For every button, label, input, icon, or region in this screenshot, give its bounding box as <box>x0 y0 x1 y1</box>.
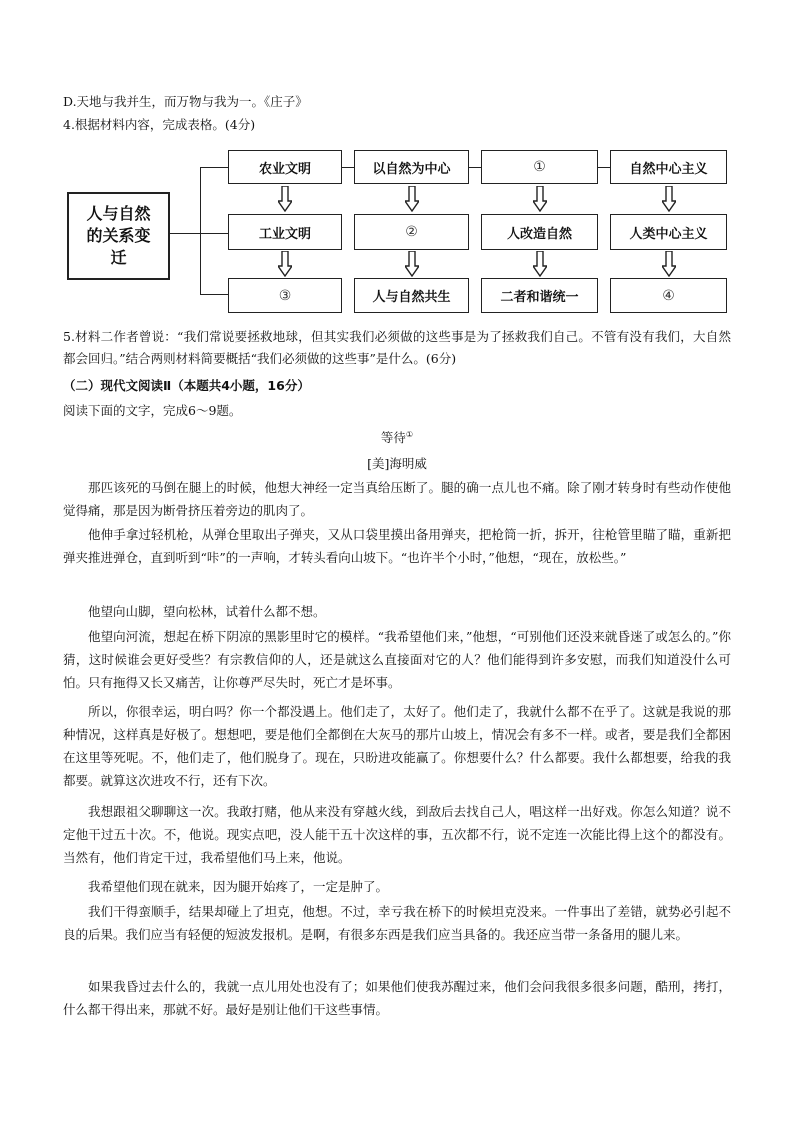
section-title: （二）现代文阅读Ⅱ（本题共4小题，16分） <box>63 378 310 393</box>
cell-r3c2: 人与自然共生 <box>354 278 469 313</box>
connector-row2 <box>200 233 228 234</box>
story-paragraph: 我希望他们现在就来，因为腿开始疼了，一定是肿了。 <box>88 879 389 894</box>
question-4: 4.根据材料内容，完成表格。(4分) <box>63 117 256 132</box>
question-5: 5.材料二作者曾说：“我们常说要拯救地球，但其实我们必须做的这些事是为了拯救我们自己。不管有没有我们，大自然都会回归。”结合两则材料简要概括“我们必须做的这些事”是什么。(6分) <box>63 329 731 366</box>
story-paragraph: 所以，你很幸运，明白吗？你一个都没遇上。他们走了，太好了。他们走了，我就什么都不在乎了。这就是我说的那种情况，这样真是好极了。想想吧，要是他们全都倒在大灰马的那片山坡上，情况会有多不一样。或者，要是我们全都困在这里等死呢。不，他们走了，他们脱身了。现在，只盼进攻能赢了。你想要什么？什么都要。我什么都想要，给我的我都要。就算这次进攻不行，还有下次。 <box>63 704 731 788</box>
diagram-root-box <box>67 192 170 280</box>
down-arrow-icon <box>405 251 419 277</box>
cell-r3c1-blank3: ③ <box>228 278 342 313</box>
connector-root <box>170 233 200 234</box>
connector-row1 <box>200 167 228 168</box>
cell-r2c3: 人改造自然 <box>481 214 598 250</box>
link-r1b <box>469 167 481 168</box>
cell-r1c4: 自然中心主义 <box>610 150 727 184</box>
cell-r2c1: 工业文明 <box>228 214 342 250</box>
link-r1a <box>342 167 354 168</box>
cell-r2c2-blank2: ② <box>354 214 469 250</box>
down-arrow-icon <box>533 186 547 212</box>
connector-row3 <box>200 294 228 295</box>
option-d: D.天地与我并生，而万物与我为一。《庄子》 <box>63 94 308 109</box>
diagram-root-label: 人与自然的关系变迁 <box>86 204 151 267</box>
story-paragraph: 我们干得蛮顺手，结果却碰上了坦克，他想。不过，幸亏我在桥下的时候坦克没来。一件事出了差错，就势必引起不良的后果。我们应当有轻便的短波发报机。是啊，有很多东西是我们应当具备的。我还应当带一条备用的腿儿来。 <box>63 904 731 942</box>
story-paragraph: 那匹该死的马倒在腿上的时候，他想大神经一定当真给压断了。腿的确一点儿也不痛。除了刚才转身时有些动作使他觉得痛，那是因为断骨挤压着旁边的肌肉了。 <box>63 480 731 518</box>
cell-r2c4: 人类中心主义 <box>610 214 727 250</box>
down-arrow-icon <box>278 251 292 277</box>
story-paragraph: 他望向山脚，望向松林，试着什么都不想。 <box>88 604 326 619</box>
story-paragraph: 我想跟祖父聊聊这一次。我敢打赌，他从来没有穿越火线，到敌后去找自己人，唱这样一出好戏。你怎么知道？说不定他干过五十次。不，他说。现实点吧，没人能干五十次这样的事，五次都不行，说不定连一次能比得上这个的都没有。当然有，他们肯定干过，我希望他们马上来，他说。 <box>63 804 731 865</box>
story-paragraph: 如果我昏过去什么的，我就一点儿用处也没有了；如果他们使我苏醒过来，他们会问我很多很多问题，酷刑，拷打，什么都干得出来，那就不好。最好是别让他们干这些事情。 <box>63 979 731 1017</box>
link-r1c <box>598 167 610 168</box>
down-arrow-icon <box>662 251 676 277</box>
down-arrow-icon <box>533 251 547 277</box>
connector-vertical <box>200 167 201 294</box>
relationship-diagram <box>63 148 733 316</box>
story-title: 等待 <box>380 430 406 445</box>
cell-r3c4-blank4: ④ <box>610 278 727 313</box>
cell-r1c1: 农业文明 <box>228 150 342 184</box>
cell-r1c3-blank1: ① <box>481 150 598 184</box>
section-instruction: 阅读下面的文字，完成6～9题。 <box>63 403 242 418</box>
cell-r1c2: 以自然为中心 <box>354 150 469 184</box>
story-author: [美]海明威 <box>367 456 427 471</box>
down-arrow-icon <box>662 186 676 212</box>
story-title-line <box>0 428 794 446</box>
down-arrow-icon <box>405 186 419 212</box>
cell-r3c3: 二者和谐统一 <box>481 278 598 313</box>
footnote-mark: ① <box>405 429 414 439</box>
story-paragraph: 他伸手拿过轻机枪，从弹仓里取出子弹夹，又从口袋里摸出备用弹夹，把枪筒一折，拆开，往枪管里瞄了瞄，重新把弹夹推进弹仓，直到听到“咔”的一声响，才转头看向山坡下。“也许半个小时，”他想，“现在，放松些。” <box>63 527 731 565</box>
story-paragraph: 他望向河流，想起在桥下阴凉的黑影里时它的模样。“我希望他们来，”他想，“可别他们还没来就昏迷了或怎么的。”你猜，这时候谁会更好受些？有宗教信仰的人，还是就这么直接面对它的人？他们能得到许多安慰，而我们知道没什么可怕。只有拖得又长又痛苦，让你尊严尽失时，死亡才是坏事。 <box>63 629 731 690</box>
down-arrow-icon <box>278 186 292 212</box>
